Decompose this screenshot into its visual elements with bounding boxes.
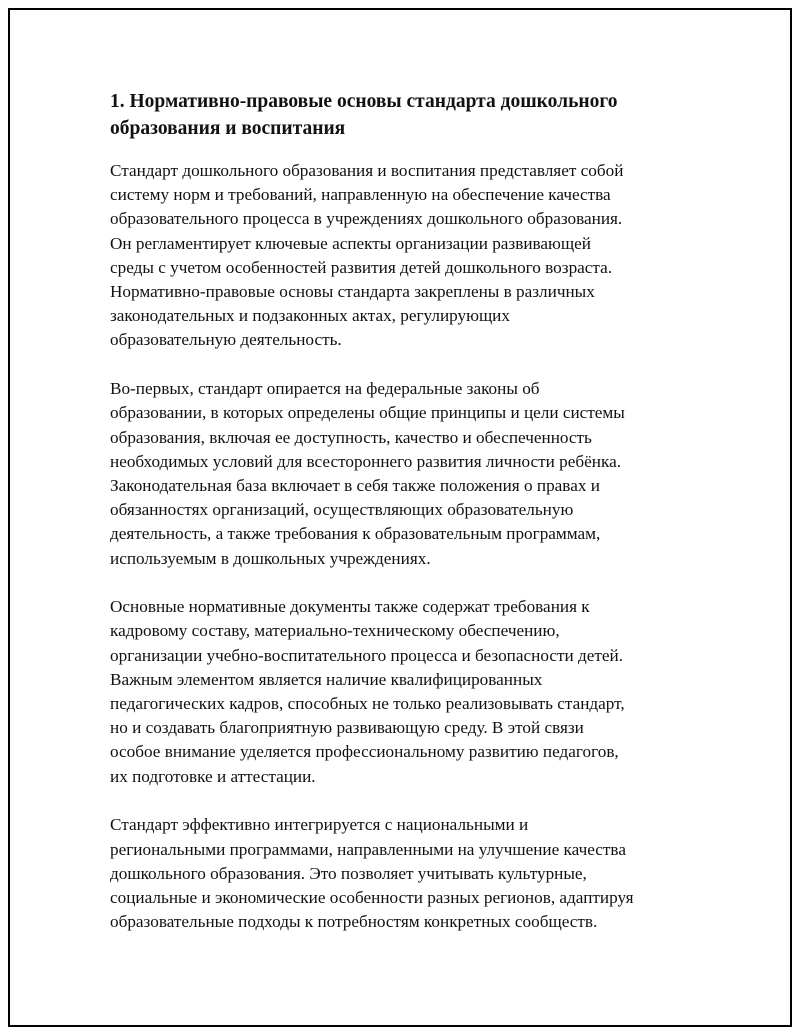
paragraph-line: необходимых условий для всестороннего развития личности ребёнка. (110, 451, 621, 471)
paragraph-line: социальные и экономические особенности разных регионов, адаптируя (110, 887, 634, 907)
document-body (110, 88, 690, 959)
paragraph-line: региональными программами, направленными на улучшение качества (110, 839, 626, 859)
paragraph-normative-documents (110, 595, 690, 789)
section-heading-line: 1. Нормативно-правовые основы стандарта дошкольного (110, 91, 618, 112)
paragraph-line: образования, включая ее доступность, качество и обеспеченность (110, 427, 592, 447)
paragraph-line: Стандарт дошкольного образования и воспитания представляет собой (110, 161, 624, 180)
paragraph-line: деятельность, а также требования к образовательным программам, (110, 524, 601, 544)
paragraph-line: их подготовке и аттестации. (110, 766, 316, 786)
paragraph-line: образовательного процесса в учреждениях дошкольного образования. (110, 209, 623, 229)
paragraph-line: Он регламентирует ключевые аспекты организации развивающей (110, 233, 591, 253)
paragraph-line: обязанностях организаций, осуществляющих образовательную (110, 500, 574, 520)
section-heading (110, 88, 690, 142)
paragraph-line: используемым в дошкольных учреждениях. (110, 548, 431, 568)
paragraph-line: педагогических кадров, способных не только реализовывать стандарт, (110, 694, 625, 714)
paragraph-line: дошкольного образования. Это позволяет учитывать культурные, (110, 863, 587, 883)
paragraph-line: кадровому составу, материально-техническому обеспечению, (110, 621, 560, 641)
paragraph-standard-overview (110, 159, 690, 353)
paragraph-line: Основные нормативные документы также содержат требования к (110, 597, 590, 617)
section-heading-line: образования и воспитания (110, 118, 346, 139)
paragraph-line: Важным элементом является наличие квалифицированных (110, 669, 543, 689)
paragraph-line: Законодательная база включает в себя также положения о правах и (110, 475, 600, 495)
paragraph-federal-laws (110, 377, 690, 571)
paragraph-line: организации учебно-воспитательного процесса и безопасности детей. (110, 645, 623, 665)
paragraph-line: Во-первых, стандарт опирается на федеральные законы об (110, 379, 540, 399)
paragraph-line: но и создавать благоприятную развивающую среду. В этой связи (110, 718, 584, 738)
paragraph-integration (110, 813, 690, 934)
paragraph-line: среды с учетом особенностей развития детей дошкольного возраста. (110, 257, 613, 277)
paragraph-line: законодательных и подзаконных актах, регулирующих (110, 306, 510, 326)
paragraph-line: Нормативно-правовые основы стандарта закреплены в различных (110, 282, 595, 302)
paragraph-line: образовании, в которых определены общие принципы и цели системы (110, 403, 625, 423)
paragraph-line: систему норм и требований, направленную на обеспечение качества (110, 185, 611, 205)
paragraph-line: Стандарт эффективно интегрируется с национальными и (110, 815, 529, 835)
paragraph-line: особое внимание уделяется профессиональному развитию педагогов, (110, 742, 619, 762)
paragraph-line: образовательные подходы к потребностям конкретных сообществ. (110, 912, 598, 932)
paragraph-line: образовательную деятельность. (110, 330, 342, 350)
